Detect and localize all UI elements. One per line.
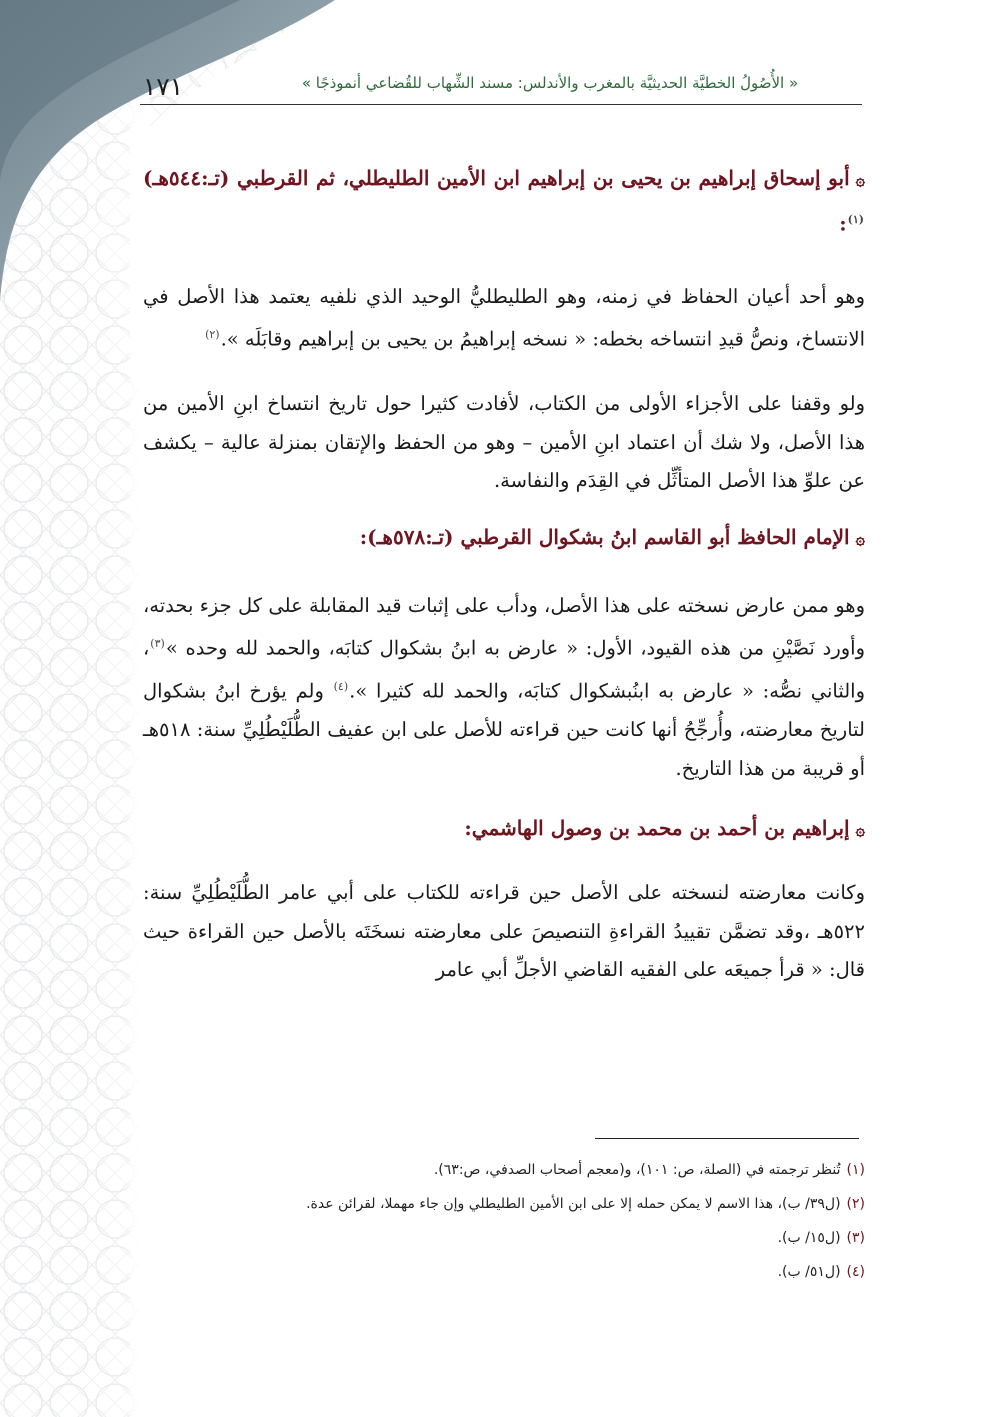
footnote-number: (٣) [846, 1230, 865, 1246]
section-heading-ibn-bashkuwal [143, 517, 865, 559]
ornament-icon: ۞ [855, 528, 865, 548]
footnote-3 [143, 1221, 865, 1255]
footnote-divider [595, 1138, 859, 1139]
footnote-text: (ل٥١/ ب). [777, 1264, 841, 1280]
paragraph-text: ، والثاني نصُّه: « عارض به ابنُبشكوال كتابَه، والحمد لله كثيرا ». [143, 636, 865, 703]
footnote-text: (ل١٥/ ب). [777, 1230, 841, 1246]
paragraph-ibn-al-amin-2: ولو وقفنا على الأجزاء الأولى من الكتاب، لأفادت كثيرا حول تاريخ انتساخ ابنِ الأمين من هذا الأصل، ولا شك أن اعتماد ابنِ الأمين – وهو من الحفظ والإتقان بمنزلة عالية – يكشف عن علوِّ هذا الأصل المتأثِّل في القِدَم والنفاسة. [143, 392, 865, 493]
footnote-number: (٢) [846, 1196, 865, 1212]
heading-colon: : [839, 211, 847, 236]
footnote-4 [143, 1255, 865, 1289]
footnote-ref-3[interactable]: (٣) [150, 637, 165, 651]
page-number: ١٧١ [142, 72, 184, 101]
footnote-text: (ل٣٩/ ب)، هذا الاسم لا يمكن حمله إلا على ابن الأمين الطليطلي وإن جاء مهملا، لقرائن عدة. [306, 1196, 841, 1212]
section-heading-ibn-al-amin [143, 158, 865, 244]
paragraph-text: وهو ممن عارض نسخته على هذا الأصل، ودأب على إثبات قيد المقابلة على كل جزء بحدته، وأورد نَصَّيْنِ من هذه القيود، الأول: « عارض به ابنُ بشكوال كتابَه، والحمد لله وحده » [143, 593, 865, 660]
running-header-title: « الأُصُولُ الخطيَّة الحديثيَّة بالمغرب والأندلس: مسند الشِّهاب للقُضاعي أنموذجًا » [301, 74, 799, 92]
paragraph-ibn-wusul: وكانت معارضته لنسخته على الأصل حين قراءته للكتاب على أبي عامر الطُّلَيْطُلِيِّ سنة: ٥٢٢هـ ،وقد تضمَّن تقييدُ القراءةِ التنصيصَ على معارضته نسخَتَه بالأصل حين القراءة حيث قال: « قرأ جميعَه على الفقيه القاضي الأجلِّ أبي عامر [143, 881, 865, 982]
paragraph-ibn-bashkuwal [143, 587, 865, 789]
footnote-1 [143, 1153, 865, 1187]
heading-text: أبو إسحاق إبراهيم بن يحيى بن إبراهيم ابن الأمين الطليطلي، ثم القرطبي (تـ:٥٤٤هـ) [143, 166, 850, 190]
footnote-ref-1[interactable]: (١) [847, 213, 864, 226]
ornament-icon: ۞ [855, 820, 865, 840]
footnote-ref-2[interactable]: (٢) [205, 328, 220, 342]
heading-text: الإمام الحافظ أبو القاسم ابنُ بشكوال القرطبي (تـ:٥٧٨هـ): [359, 524, 850, 549]
footnote-text: تُنظر ترجمته في (الصلة، ص: ١٠١)، و(معجم أصحاب الصدفي، ص:٦٣). [433, 1162, 841, 1178]
paragraph-ibn-al-amin-1 [143, 278, 865, 360]
footnote-number: (٤) [846, 1264, 865, 1280]
section-heading-ibn-wusul [143, 808, 865, 850]
footnote-2 [143, 1187, 865, 1221]
footnotes [143, 1153, 865, 1289]
footnote-ref-4[interactable]: (٤) [333, 680, 349, 694]
heading-text: إبراهيم بن أحمد بن محمد بن وصول الهاشمي: [464, 816, 850, 841]
footnote-number: (١) [846, 1162, 865, 1178]
paragraph-text: ولم يؤرخ ابنُ بشكوال لتاريخ معارضته، وأُرجِّحُ أنها كانت حين قراءته للأصل على ابن عفيف الطُّلَيْطُلِيِّ سنة: ٥١٨هـ أو قريبة من هذا التاريخ. [143, 679, 865, 780]
paragraph-text: وهو أحد أعيان الحفاظ في زمنه، وهو الطليطليُّ الوحيد الذي نلفيه يعتمد هذا الأصل في الانتساخ، ونصُّ قيدِ انتساخه بخطه: « نسخه إبراهيمُ بن يحيى بن إبراهيم وقابَلَه ». [143, 284, 865, 351]
header-divider [140, 104, 862, 105]
main-content [143, 158, 865, 990]
ornament-icon: ۞ [855, 170, 865, 189]
